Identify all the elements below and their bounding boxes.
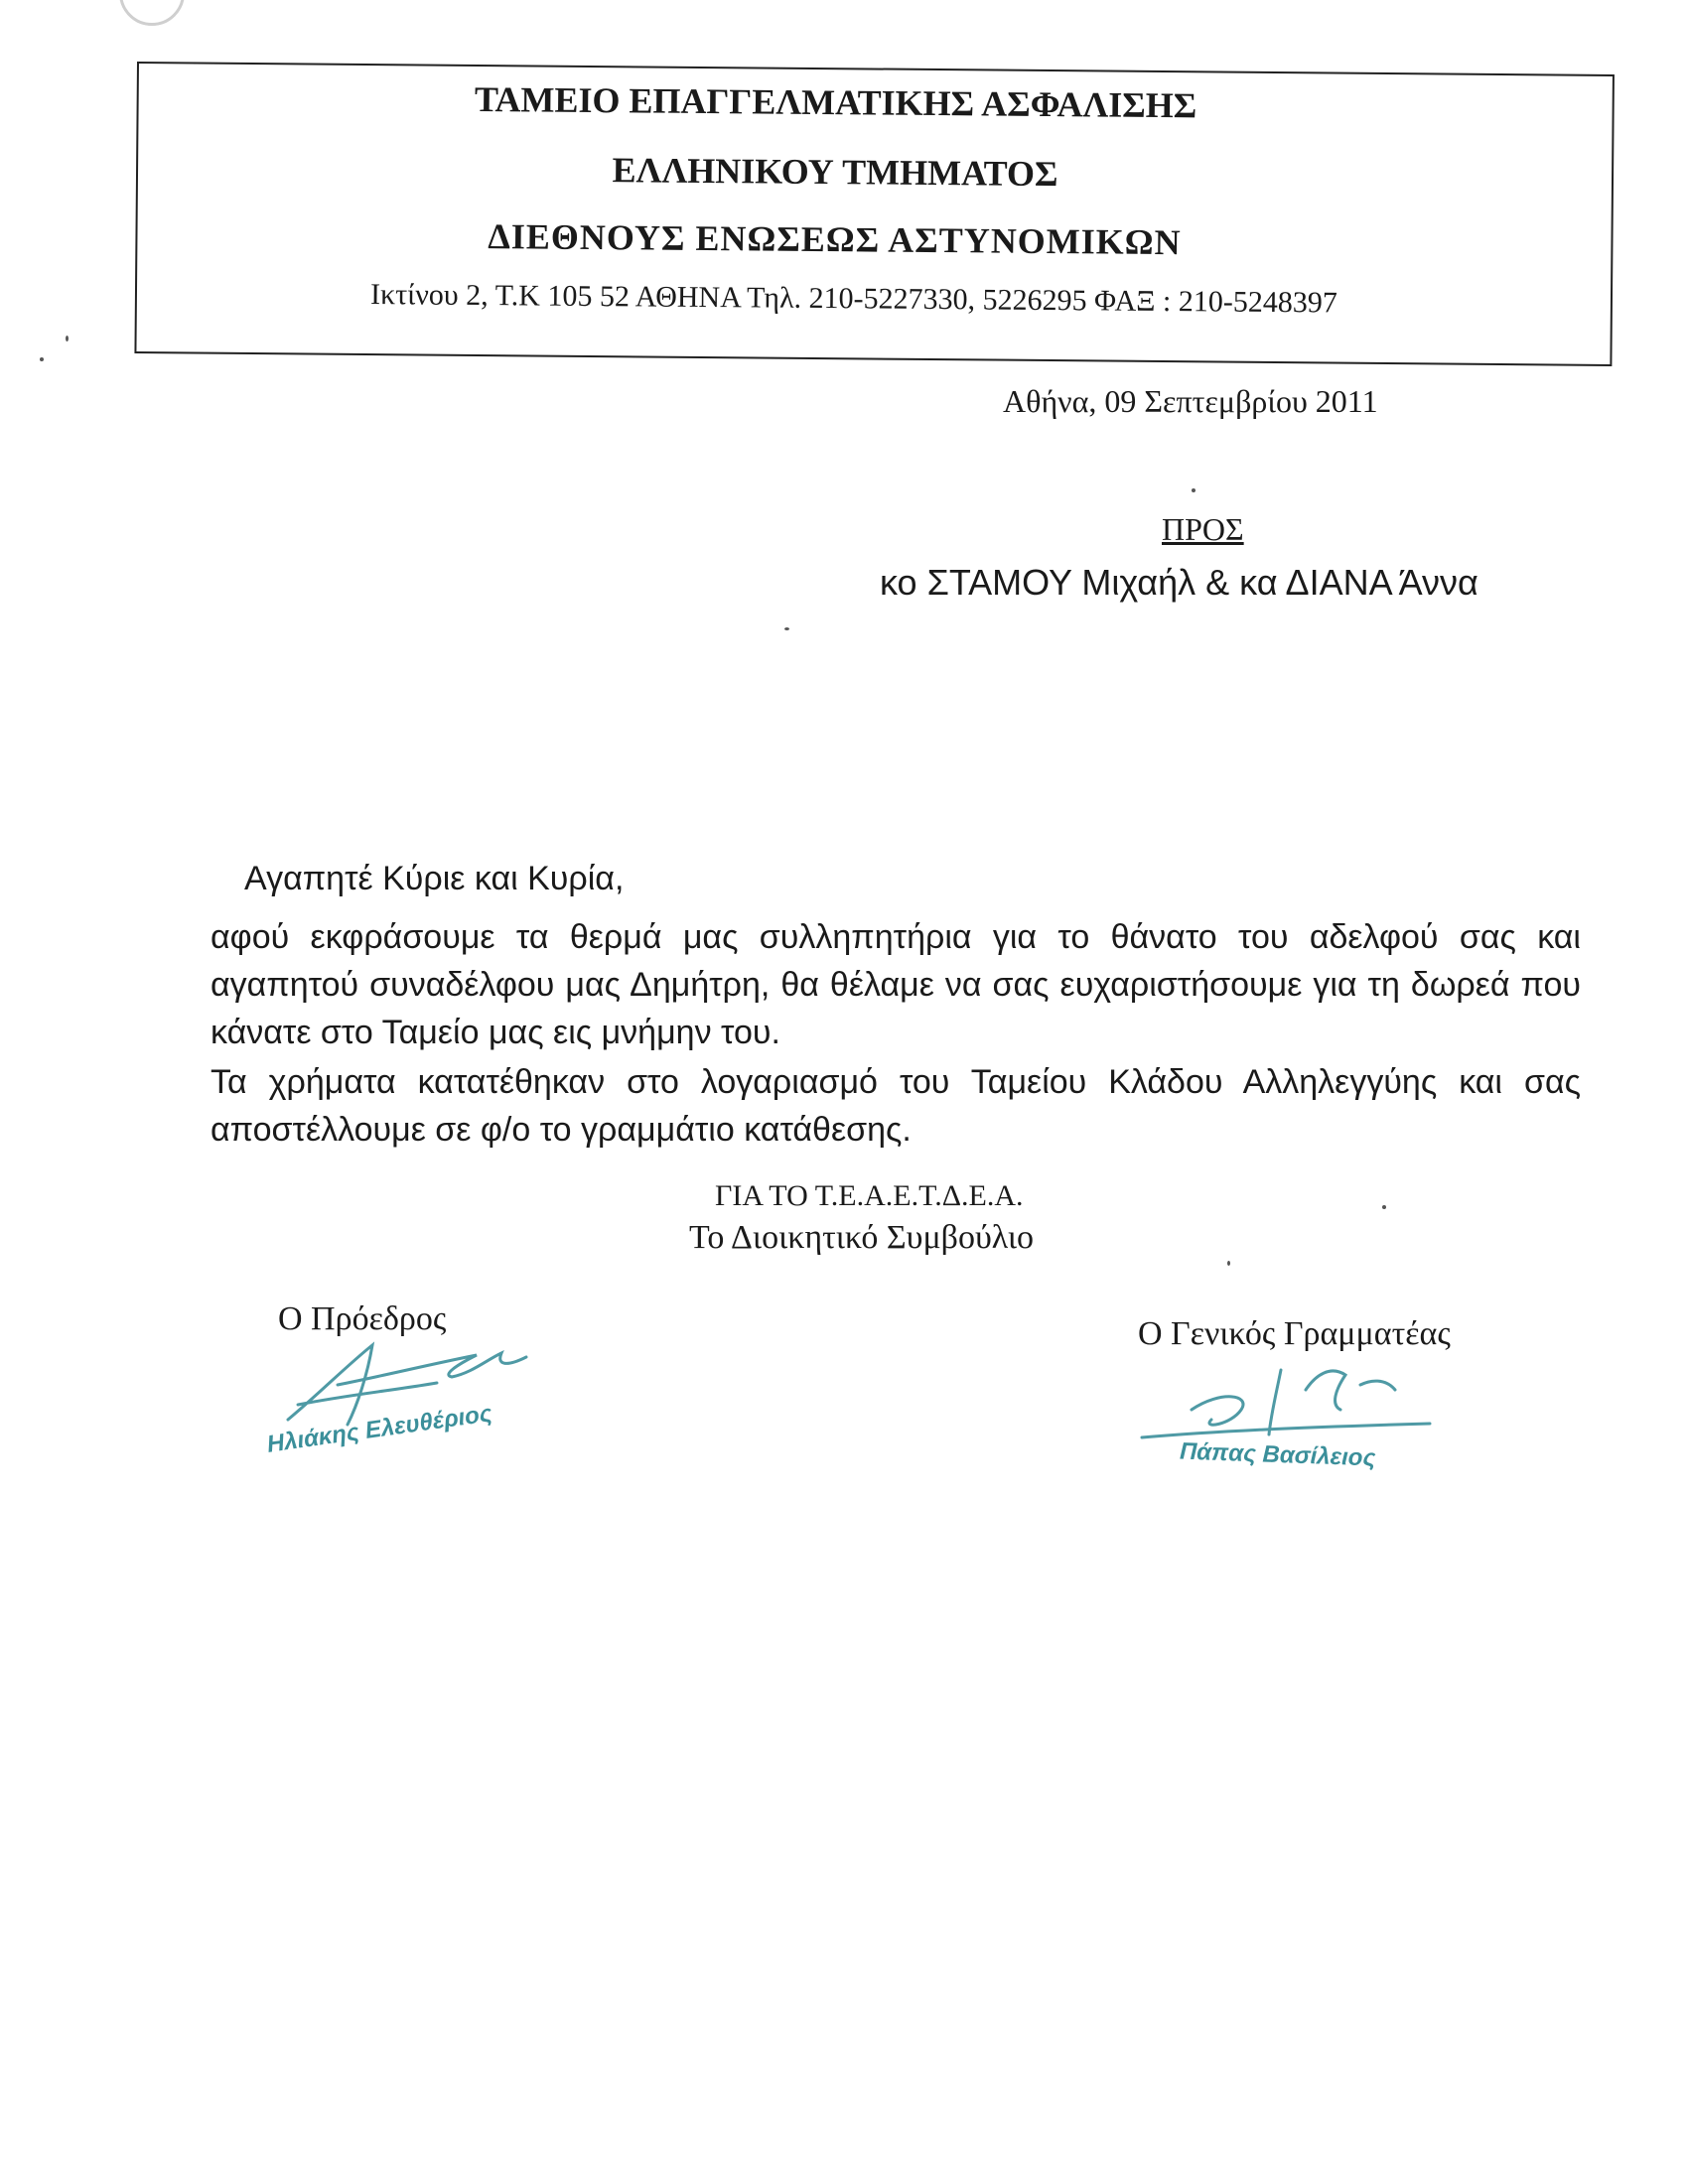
body-paragraph-1: αφού εκφράσουμε τα θερμά μας συλληπητήρια για το θάνατο του αδελφού σας και αγαπητού συναδέλφου μας Δημήτρη, θα θέλαμε να σας ευχαριστήσουμε για τη δωρεά που κάνατε στο Ταμείο μας εις μνήμην του. (211, 918, 1581, 1051)
to-label: ΠΡΟΣ (1162, 511, 1244, 547)
signoff-org: ΓΙΑ ΤΟ Τ.Ε.Α.Ε.Τ.Δ.Ε.Α. (715, 1179, 1024, 1212)
general-secretary-title: Ο Γενικός Γραμματέας (1138, 1315, 1451, 1352)
letterhead-org: ΔΙΕΘΝΟΥΣ ΕΝΩΣΕΩΣ ΑΣΤΥΝΟΜΙΚΩΝ (488, 216, 1182, 263)
scan-speck (1382, 1205, 1386, 1209)
secretary-signature (1132, 1350, 1450, 1449)
letter-date: Αθήνα, 09 Σεπτεμβρίου 2011 (1003, 383, 1378, 419)
president-title: Ο Πρόεδρος (278, 1300, 447, 1337)
letterhead-title: ΤΑΜΕΙΟ ΕΠΑΓΓΕΛΜΑΤΙΚΗΣ ΑΣΦΑΛΙΣΗΣ (474, 78, 1197, 126)
letterhead-subtitle: ΕΛΛΗΝΙΚΟΥ ΤΜΗΜΑΤΟΣ (612, 150, 1058, 195)
signoff-board: Το Διοικητικό Συμβούλιο (689, 1219, 1035, 1256)
body-paragraph-2: Τα χρήματα κατατέθηκαν στο λογαριασμό του Ταμείου Κλάδου Αλληλεγγύης και σας αποστέλλουμε σε φ/ο το γραμμάτιο κατάθεσης. (211, 1063, 1581, 1149)
scan-speck (40, 357, 44, 361)
scan-speck (1227, 1261, 1230, 1266)
secretary-name-stamp: Πάπας Βασίλειος (1179, 1437, 1376, 1472)
recipient: κο ΣΤΑΜΟΥ Μιχαήλ & κα ΔΙΑΝΑ Άννα (880, 562, 1478, 603)
letterhead-address: Ικτίνου 2, Τ.Κ 105 52 ΑΘΗΝΑ Τηλ. 210-5227330, 5226295 ΦΑΞ : 210-5248397 (369, 278, 1337, 320)
scan-speck (1192, 488, 1196, 492)
letterhead-box (134, 62, 1615, 366)
president-name-stamp: Ηλιάκης Ελευθέριος (265, 1400, 494, 1458)
scan-speck (66, 336, 69, 341)
scan-speck (784, 627, 789, 630)
salutation: Αγαπητέ Κύριε και Κυρία, (244, 860, 625, 897)
scan-edge-mark (119, 0, 185, 26)
